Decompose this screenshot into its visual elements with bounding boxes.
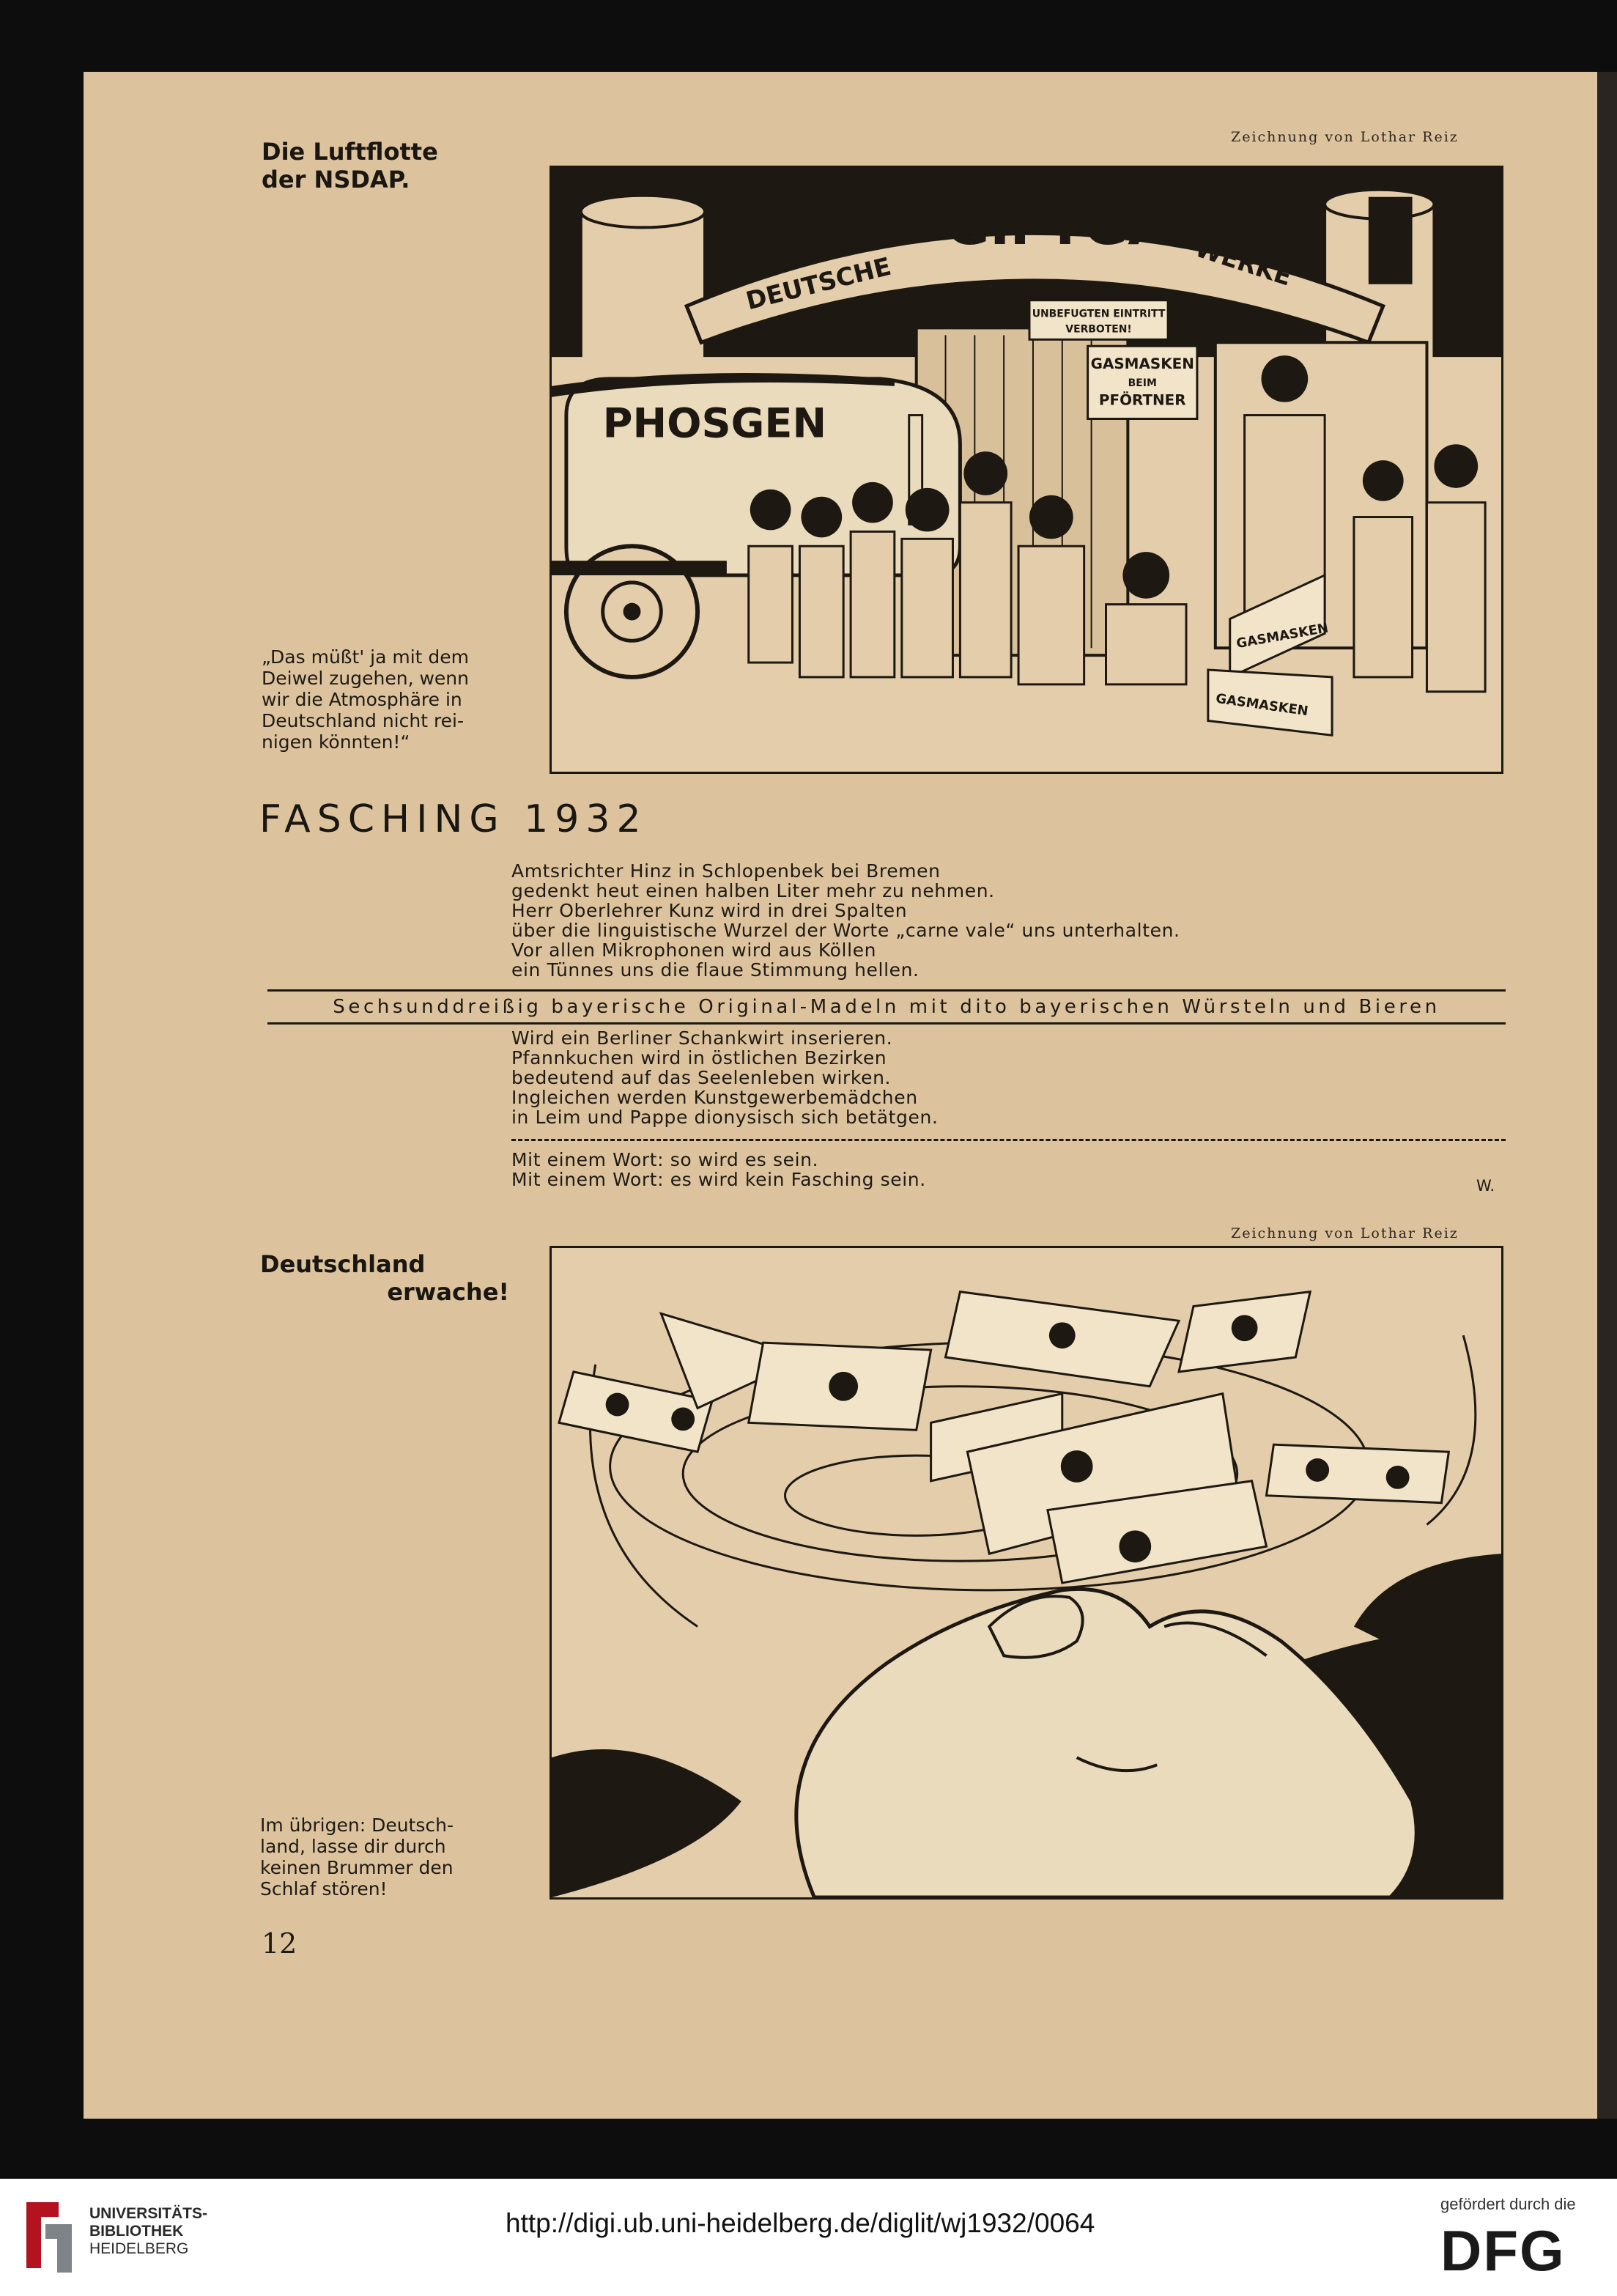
no-entry-line2: VERBOTEN! bbox=[1065, 323, 1132, 336]
funding-text: gefördert durch die bbox=[1440, 2195, 1576, 2213]
poem-dashed-divider bbox=[511, 1139, 1506, 1141]
poem-stanza-2: Wird ein Berliner Schankwirt inserieren. Pfannkuchen wird in östlichen Bezirken bedeutend auf das Seelenleben wirken. Ingleichen werden Kunstgewerbemädchen in Leim und Pappe dionysisch sich betätgen. bbox=[511, 1027, 939, 1128]
footer-bar bbox=[0, 2179, 1617, 2296]
cartoon1-credit: Zeichnung von Lothar Reiz bbox=[1231, 129, 1459, 145]
source-url-link[interactable]: http://digi.ub.uni-heidelberg.de/diglit/wj1932/0064 bbox=[506, 2208, 1095, 2238]
poem-stanza-1: Amtsrichter Hinz in Schlopenbek bei Bremen gedenkt heut einen halben Liter mehr zu nehmen. Herr Oberlehrer Kunz wird in drei Spalten über die linguistische Wurzel der Worte „carne vale“ uns unterhalten. Vor allen Mikrophonen wird aus Köllen ein Tünnes uns die flaue Stimmung hellen. bbox=[511, 860, 1180, 981]
arch-center-text: GIFTGAS bbox=[945, 195, 1209, 258]
page-number: 12 bbox=[262, 1927, 297, 1960]
masks-sign-line1: GASMASKEN bbox=[1090, 355, 1194, 372]
crate1-label: GASMASKEN bbox=[1235, 620, 1330, 652]
scan-edge bbox=[1597, 72, 1617, 2119]
cartoon2-title: Deutschland erwache! bbox=[260, 1250, 509, 1306]
poem-title: FASCHING 1932 bbox=[259, 797, 648, 841]
cartoon1-caption: „Das müßt' ja mit dem Deiwel zugehen, wenn wir die Atmosphäre in Deutschland nicht rei- nigen könnten!“ bbox=[262, 646, 470, 753]
cartoon2-illustration bbox=[550, 1246, 1503, 1900]
dfg-logo: DFG bbox=[1440, 2218, 1566, 2283]
cartoon2-caption: Im übrigen: Deutsch- land, lasse dir durch keinen Brummer den Schlaf stören! bbox=[260, 1815, 454, 1900]
cartoon2-credit: Zeichnung von Lothar Reiz bbox=[1231, 1225, 1459, 1241]
poem-signature: W. bbox=[1476, 1177, 1495, 1195]
poem-boxed-line: Sechsunddreißig bayerische Original-Madeln mit dito bayerischen Würsteln und Bieren bbox=[267, 989, 1506, 1025]
cartoon1-title: Die Luftflotte der NSDAP. bbox=[262, 138, 438, 193]
masks-sign-line3: PFÖRTNER bbox=[1098, 391, 1186, 409]
arch-right-text: WERKE bbox=[1191, 233, 1295, 292]
poem-stanza-3: Mit einem Wort: so wird es sein. Mit einem Wort: es wird kein Fasching sein. bbox=[511, 1149, 926, 1190]
library-logo-icon bbox=[22, 2195, 76, 2277]
tank-label: PHOSGEN bbox=[602, 399, 827, 448]
crate2-label: GASMASKEN bbox=[1215, 690, 1309, 720]
library-name: UNIVERSITÄTS- BIBLIOTHEK HEIDELBERG bbox=[89, 2205, 208, 2257]
arch-left-text: DEUTSCHE bbox=[743, 251, 895, 316]
cartoon1-illustration bbox=[550, 166, 1503, 774]
masks-sign-line2: BEIM bbox=[1128, 377, 1157, 389]
no-entry-line1: UNBEFUGTEN EINTRITT bbox=[1032, 308, 1166, 320]
